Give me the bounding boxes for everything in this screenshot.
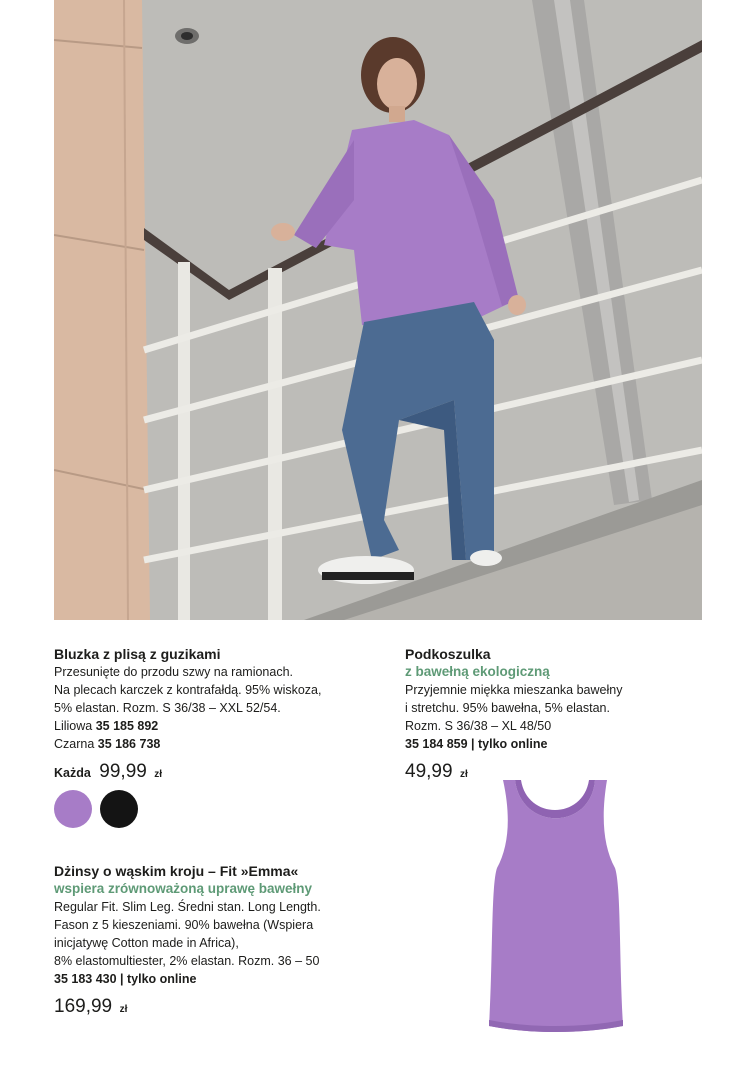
online-only-note: | tylko online (120, 972, 197, 986)
product-description: Fason z 5 kieszeniami. 90% bawełna (Wspiera (54, 918, 314, 932)
variant-label: Liliowa (54, 719, 93, 733)
price-label: Każda (54, 766, 91, 780)
article-number: 35 184 859 (405, 737, 468, 751)
article-number: 35 183 430 (54, 972, 117, 986)
product-description: Rozm. S 36/38 – XL 48/50 (405, 719, 552, 733)
article-number: 35 186 738 (97, 737, 161, 751)
price (54, 994, 321, 1023)
product-description: Na plecach karczek z kontrafałdą. 95% wiskoza, (54, 683, 322, 697)
tank-top-image (483, 776, 629, 1034)
product-description: Regular Fit. Slim Leg. Średni stan. Long Length. (54, 900, 321, 914)
hero-photo (54, 0, 702, 620)
variant-czarna (54, 735, 322, 753)
color-swatches (54, 790, 144, 830)
product-title: Dżinsy o wąskim kroju – Fit »Emma« (54, 863, 299, 879)
eco-claim: wspiera zrównoważoną uprawę bawełny (54, 881, 313, 896)
product-description: 5% elastan. Rozm. S 36/38 – XXL 52/54. (54, 701, 281, 715)
variant-label: Czarna (54, 737, 95, 751)
product-description: Przesunięte do przodu szwy na ramionach. (54, 665, 294, 679)
product-description: inicjatywę Cotton made in Africa), (54, 936, 239, 950)
price (54, 759, 322, 788)
article-number: 35 185 892 (95, 719, 159, 733)
price-currency: zł (460, 769, 468, 780)
color-swatch-black[interactable] (100, 790, 138, 828)
product-blouse (54, 645, 322, 788)
price-value: 99,99 (99, 761, 147, 782)
product-description: 8% elastomultiester, 2% elastan. Rozm. 36 – 50 (54, 954, 320, 968)
color-swatch-lilac[interactable] (54, 790, 92, 828)
price-currency: zł (119, 1004, 128, 1015)
price-value: 49,99 (405, 761, 453, 782)
product-tank (405, 645, 622, 788)
eco-claim: z bawełną ekologiczną (405, 664, 550, 679)
variant-liliowa (54, 717, 322, 735)
price-currency: zł (154, 769, 163, 780)
article-info (405, 735, 622, 753)
product-jeans (54, 862, 321, 1023)
product-title: Podkoszulka (405, 646, 491, 662)
product-description: i stretchu. 95% bawełna, 5% elastan. (405, 701, 610, 715)
price-value: 169,99 (54, 996, 113, 1017)
product-description: Przyjemnie miękka mieszanka bawełny (405, 683, 623, 697)
online-only-note: | tylko online (471, 737, 548, 751)
article-info (54, 970, 321, 988)
product-title: Bluzka z plisą z guzikami (54, 646, 221, 662)
